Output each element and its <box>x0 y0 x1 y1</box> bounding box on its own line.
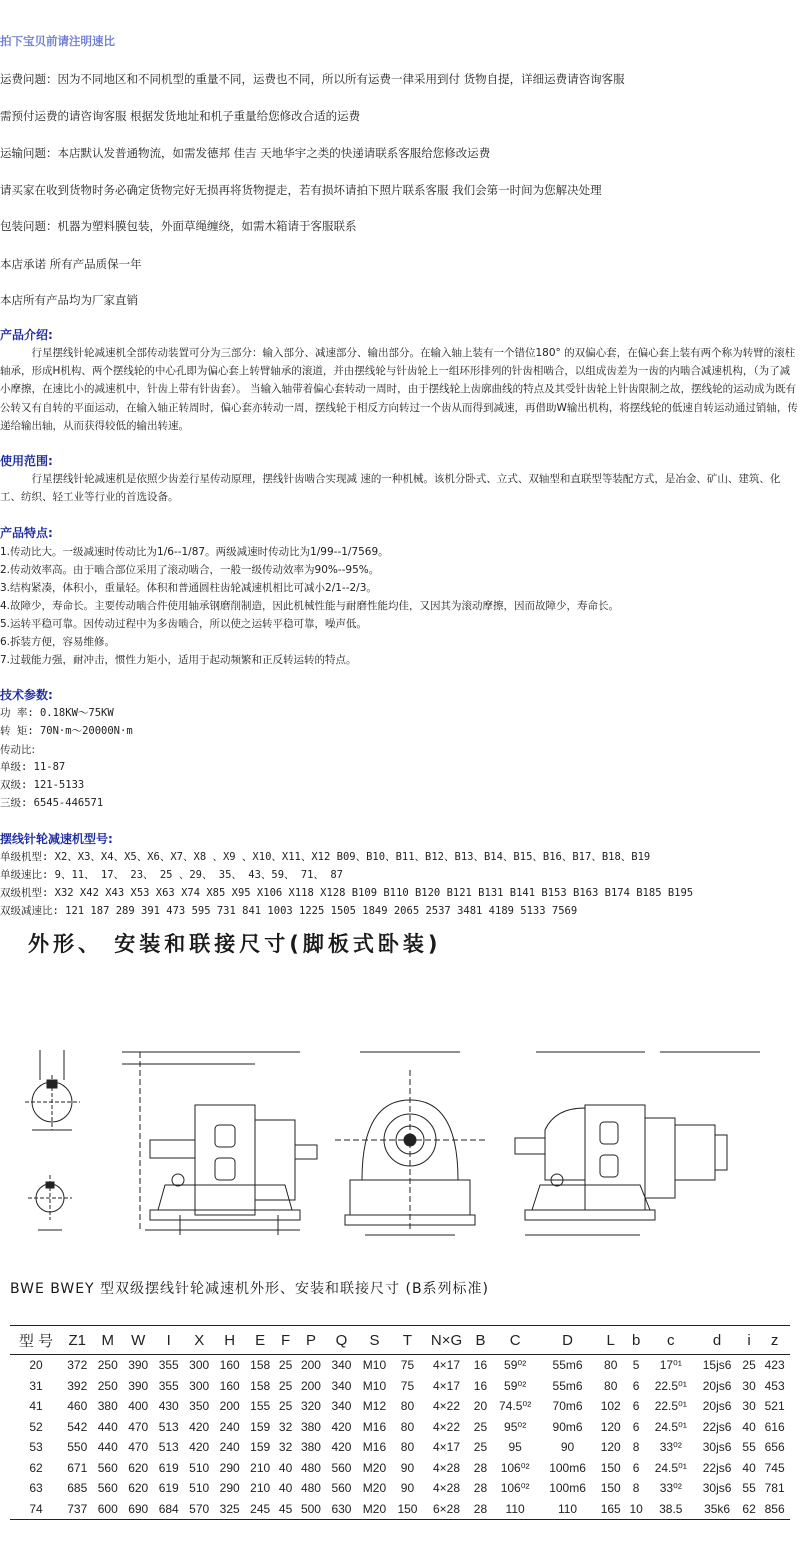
table-cell: 355 <box>158 1378 179 1393</box>
table-cell: 6 <box>632 1460 640 1475</box>
table-cell: 4×22 <box>433 1399 461 1414</box>
table-row <box>10 1499 790 1520</box>
table-cell: 62 <box>742 1501 756 1516</box>
table-cell: 35k6 <box>704 1501 731 1516</box>
column-header: S <box>369 1331 380 1349</box>
table-cell: 31 <box>29 1378 43 1393</box>
double-models: 双级机型: X32 X42 X43 X53 X63 X74 X85 X95 X106 X118 X128 B109 B110 B120 B121 B131 B141 B153 B163 B174 B185 B195 <box>0 887 694 899</box>
table-cell: 453 <box>764 1378 785 1393</box>
table-cell: M20 <box>362 1501 387 1516</box>
table-cell: 4×22 <box>433 1419 461 1434</box>
table-cell: 290 <box>219 1481 240 1496</box>
dimension-table <box>10 1325 790 1520</box>
table-body <box>10 1355 790 1520</box>
table-cell: 480 <box>300 1460 321 1475</box>
table-row <box>10 1355 790 1376</box>
table-row <box>10 1478 790 1499</box>
table-cell: 30 <box>742 1399 756 1414</box>
table-cell: 55m6 <box>552 1378 583 1393</box>
column-header: M <box>101 1331 114 1349</box>
feature-item: 3.结构紧凑，体积小，重量轻。体积和普通圆柱齿轮减速机相比可减小2/1--2/3。 <box>0 582 377 594</box>
table-cell: M10 <box>362 1378 387 1393</box>
table-cell: 560 <box>331 1481 352 1496</box>
table-cell: 245 <box>250 1501 271 1516</box>
table-cell: 390 <box>128 1378 149 1393</box>
table-cell: 470 <box>128 1419 149 1434</box>
table-cell: 70m6 <box>552 1399 583 1414</box>
table-cell: 33⁰² <box>659 1440 682 1455</box>
table-cell: 6 <box>632 1419 640 1434</box>
column-header: c <box>667 1331 675 1349</box>
param-double: 双级: 121-5133 <box>0 779 85 791</box>
table-cell: 616 <box>764 1419 785 1434</box>
top-notice-link[interactable]: 拍下宝贝前请注明速比 <box>0 34 115 48</box>
table-cell: 620 <box>128 1481 149 1496</box>
table-cell: 420 <box>189 1440 210 1455</box>
params-heading: 技术参数: <box>0 688 53 702</box>
table-cell: 100m6 <box>549 1481 586 1496</box>
scope-paragraph: 行星摆线针轮减速机是依照少齿差行星传动原理，摆线针齿啮合实现减 速的一种机械。该机分卧式、立式、双轴型和直联型等装配方式，是冶金、矿山、建筑、化工、纺织、轻工业等行业的首选设备。 <box>0 473 781 504</box>
column-header: X <box>194 1331 205 1349</box>
table-cell: 8 <box>632 1440 640 1455</box>
packaging-text: 包装问题：机器为塑料膜包装，外面草绳缠绕，如需木箱请于客服联系 <box>0 219 357 233</box>
table-cell: 510 <box>189 1481 210 1496</box>
table-cell: 120 <box>600 1440 621 1455</box>
table-cell: 630 <box>331 1501 352 1516</box>
feature-item: 5.运转平稳可靠。因传动过程中为多齿啮合，所以使之运转平稳可靠，噪声低。 <box>0 618 368 630</box>
table-cell: 620 <box>128 1460 149 1475</box>
table-cell: 685 <box>67 1481 88 1496</box>
motor-view <box>515 1052 760 1235</box>
table-cell: M12 <box>362 1399 387 1414</box>
table-cell: 290 <box>219 1460 240 1475</box>
table-cell: 10 <box>629 1501 643 1516</box>
table-cell: 74 <box>29 1501 43 1516</box>
column-header: C <box>509 1331 521 1349</box>
table-cell: 656 <box>764 1440 785 1455</box>
table-cell: 40 <box>278 1460 293 1475</box>
table-cell: 22js6 <box>702 1419 732 1434</box>
table-cell: 240 <box>219 1419 240 1434</box>
table-cell: 600 <box>97 1501 118 1516</box>
table-cell: 8 <box>632 1481 640 1496</box>
table-cell: 28 <box>473 1481 488 1496</box>
table-cell: 95⁰² <box>504 1419 527 1434</box>
table-cell: 210 <box>250 1460 271 1475</box>
table-cell: 80 <box>400 1419 415 1434</box>
table-cell: 22.5⁰¹ <box>654 1399 687 1414</box>
table-cell: 40 <box>742 1460 756 1475</box>
dimension-drawing <box>0 1030 800 1245</box>
models-heading: 摆线针轮减速机型号: <box>0 832 113 846</box>
table-cell: 470 <box>128 1440 149 1455</box>
table-cell: 20js6 <box>702 1378 732 1393</box>
prepay-text: 需预付运费的请咨询客服 根据发货地址和机子重量给您修改合适的运费 <box>0 109 361 123</box>
table-cell: 90 <box>400 1481 415 1496</box>
param-single: 单级: 11-87 <box>0 761 66 773</box>
table-cell: 32 <box>278 1440 293 1455</box>
column-header: I <box>166 1331 171 1349</box>
table-cell: 340 <box>331 1399 352 1414</box>
table-cell: 45 <box>278 1501 293 1516</box>
table-cell: 420 <box>331 1419 352 1434</box>
table-cell: 59⁰² <box>504 1358 527 1373</box>
table-cell: 74.5⁰² <box>499 1399 532 1414</box>
table-cell: 250 <box>97 1378 118 1393</box>
table-cell: 33⁰² <box>659 1481 682 1496</box>
table-cell: 55m6 <box>552 1358 583 1373</box>
table-cell: 16 <box>473 1358 488 1373</box>
table-cell: 380 <box>300 1419 321 1434</box>
table-cell: 38.5 <box>659 1501 683 1516</box>
table-cell: 550 <box>67 1440 88 1455</box>
transport-text: 运输问题：本店默认发普通物流，如需发德邦 佳吉 天地华宇之类的快递请联系客服给您修改运费 <box>0 146 491 160</box>
table-cell: 106⁰² <box>500 1481 530 1496</box>
table-cell: 165 <box>600 1501 621 1516</box>
table-cell: 355 <box>158 1358 179 1373</box>
table-cell: 95 <box>508 1440 522 1455</box>
table-cell: 106⁰² <box>500 1460 530 1475</box>
table-cell: 159 <box>250 1419 271 1434</box>
table-cell: 570 <box>189 1501 210 1516</box>
table-cell: 150 <box>397 1501 418 1516</box>
direct-sale-text: 本店所有产品均为厂家直销 <box>0 293 138 307</box>
column-header: W <box>131 1331 146 1349</box>
single-models: 单级机型: X2、X3、X4、X5、X6、X7、X8 、X9 、X10、X11、X12 B09、B10、B11、B12、B13、B14、B15、B16、B17、B18、B19 <box>0 851 651 863</box>
single-ratios: 单级速比: 9、11、 17、 23、 25 、29、 35、 43、59、 71、 87 <box>0 869 343 881</box>
table-cell: 737 <box>67 1501 88 1516</box>
warranty-text: 本店承诺 所有产品质保一年 <box>0 257 142 271</box>
table-row <box>10 1417 790 1438</box>
table-cell: M20 <box>362 1460 387 1475</box>
table-cell: 300 <box>189 1378 210 1393</box>
column-header: z <box>770 1331 779 1349</box>
table-cell: M16 <box>362 1440 387 1455</box>
table-cell: 781 <box>764 1481 785 1496</box>
column-header: 型 号 <box>18 1332 54 1350</box>
table-cell: 392 <box>67 1378 88 1393</box>
front-view <box>335 1052 485 1235</box>
table-cell: 200 <box>300 1358 321 1373</box>
table-row <box>10 1458 790 1479</box>
table-cell: 513 <box>158 1440 179 1455</box>
table-cell: 560 <box>97 1481 118 1496</box>
table-cell: 40 <box>742 1419 756 1434</box>
table-cell: 158 <box>250 1358 271 1373</box>
column-header: P <box>305 1331 316 1349</box>
table-cell: 24.5⁰¹ <box>654 1419 687 1434</box>
shaft-section-bb <box>28 1175 72 1230</box>
side-view <box>122 1052 317 1235</box>
table-cell: 25 <box>278 1358 293 1373</box>
table-cell: 440 <box>97 1419 118 1434</box>
table-cell: 22.5⁰¹ <box>654 1378 687 1393</box>
table-cell: 63 <box>29 1481 43 1496</box>
table-cell: 160 <box>219 1378 240 1393</box>
table-cell: 671 <box>67 1460 88 1475</box>
table-cell: 510 <box>189 1460 210 1475</box>
column-header: i <box>747 1331 751 1349</box>
column-header: E <box>255 1331 266 1349</box>
feature-item: 1.传动比大。一级减速时传动比为1/6--1/87。两级减速时传动比为1/99--1/7569。 <box>0 546 389 558</box>
table-cell: 325 <box>219 1501 240 1516</box>
scope-heading: 使用范围: <box>0 454 53 468</box>
table-cell: 59⁰² <box>504 1378 527 1393</box>
table-cell: 745 <box>764 1460 785 1475</box>
table-cell: 75 <box>400 1378 415 1393</box>
table-cell: 460 <box>67 1399 88 1414</box>
table-cell: 25 <box>742 1358 756 1373</box>
column-header: T <box>402 1331 413 1349</box>
table-cell: 40 <box>278 1481 293 1496</box>
table-cell: 25 <box>473 1440 488 1455</box>
table-cell: 150 <box>600 1481 621 1496</box>
table-cell: 110 <box>505 1501 525 1516</box>
table-cell: 80 <box>604 1358 618 1373</box>
features-heading: 产品特点: <box>0 526 53 540</box>
table-cell: 110 <box>557 1501 578 1516</box>
table-cell: 340 <box>331 1358 352 1373</box>
table-cell: 542 <box>67 1419 88 1434</box>
table-cell: 4×17 <box>433 1358 461 1373</box>
column-header: Q <box>335 1331 348 1349</box>
table-cell: M20 <box>362 1481 387 1496</box>
table-cell: 420 <box>331 1440 352 1455</box>
table-cell: 6 <box>632 1399 640 1414</box>
table-cell: 320 <box>300 1399 321 1414</box>
table-cell: M16 <box>362 1419 387 1434</box>
table-cell: 690 <box>128 1501 149 1516</box>
table-cell: 20 <box>29 1358 43 1373</box>
column-header: D <box>562 1331 573 1349</box>
table-cell: 4×28 <box>433 1481 461 1496</box>
table-cell: 90 <box>400 1460 415 1475</box>
table-cell: 15js6 <box>702 1358 732 1373</box>
table-cell: 856 <box>764 1501 785 1516</box>
table-cell: 30js6 <box>702 1481 732 1496</box>
table-cell: 560 <box>97 1460 118 1475</box>
table-cell: 250 <box>97 1358 118 1373</box>
table-cell: 5 <box>632 1358 640 1373</box>
table-cell: 4×28 <box>433 1460 461 1475</box>
intro-paragraph: 行星摆线针轮减速机全部传动装置可分为三部分：输入部分、减速部分、输出部分。在输入轴上装有一个错位180° 的双偏心套，在偏心套上装有两个称为转臂的滚柱轴承，形成H机构、两个摆线轮的中心孔即为偏心套上转臂轴承的滚道，并由摆线轮与针齿轮上一组环形排列的针齿相啮合，以组成齿差为一齿的内啮合减速机构，（为了减小摩擦，在速比小的减速机中，针齿上带有针齿套）。 当输入轴带着偏心套转动一周时，由于摆线轮上齿廓曲线的特点及其受针齿轮上针齿限制之故，摆线轮的运动成为既有公转又有自转的平面运动，在输入轴正转周时，偏心套亦转动一周，摆线轮于相反方向转过一个齿从而得到减速，再借助W输出机构，将摆线轮的低速自转运动通过销轴，传递给输出轴，从而获得较低的输出转速。 <box>0 347 798 432</box>
table-cell: 440 <box>97 1440 118 1455</box>
table-cell: 480 <box>300 1481 321 1496</box>
column-header: L <box>606 1331 615 1349</box>
table-cell: 380 <box>97 1399 118 1414</box>
table-cell: 80 <box>400 1399 415 1414</box>
table-cell: 513 <box>158 1419 179 1434</box>
table-cell: 200 <box>300 1378 321 1393</box>
table-cell: 300 <box>189 1358 210 1373</box>
table-cell: 25 <box>473 1419 488 1434</box>
column-header: B <box>475 1331 486 1349</box>
table-cell: 150 <box>600 1460 621 1475</box>
table-cell: 80 <box>604 1378 618 1393</box>
feature-item: 7.过载能力强，耐冲击，惯性力矩小，适用于起动频繁和正反转运转的特点。 <box>0 654 357 666</box>
table-cell: 102 <box>600 1399 621 1414</box>
param-triple: 三级: 6545-446571 <box>0 797 104 809</box>
table-cell: 22js6 <box>702 1460 732 1475</box>
table-cell: 90 <box>560 1440 575 1455</box>
table-cell: 6 <box>632 1378 640 1393</box>
feature-item: 2.传动效率高。由于啮合部位采用了滚动啮合，一般一级传动效率为90%--95%。 <box>0 564 380 576</box>
table-cell: 55 <box>742 1440 756 1455</box>
inspect-text: 请买家在收到货物时务必确定货物完好无损再将货物提走，若有损坏请拍下照片联系客服 我们会第一时间为您解决处理 <box>0 183 602 197</box>
table-header-row <box>10 1326 790 1355</box>
feature-item: 6.拆装方便，容易维修。 <box>0 636 116 648</box>
table-cell: 4×17 <box>433 1440 461 1455</box>
table-cell: 350 <box>189 1399 210 1414</box>
table-row <box>10 1437 790 1458</box>
table-cell: 28 <box>473 1460 488 1475</box>
param-ratio-label: 传动比: <box>0 744 36 756</box>
table-cell: 55 <box>742 1481 756 1496</box>
table-cell: 16 <box>473 1378 488 1393</box>
table-cell: 619 <box>158 1481 179 1496</box>
table-cell: 240 <box>219 1440 240 1455</box>
feature-item: 4.故障少，寿命长。主要传动啮合件使用轴承钢磨削制造，因此机械性能与耐磨性能均佳，又因其为滚动摩擦，因而故障少，寿命长。 <box>0 600 620 612</box>
table-cell: 500 <box>300 1501 321 1516</box>
table-cell: 400 <box>128 1399 149 1414</box>
table-cell: 20 <box>473 1399 488 1414</box>
table-cell: 380 <box>300 1440 321 1455</box>
drawing-title: 外形、 安装和联接尺寸(脚板式卧装) <box>28 932 442 956</box>
table-cell: 52 <box>29 1419 43 1434</box>
table-cell: 390 <box>128 1358 149 1373</box>
param-power: 功 率: 0.18KW～75KW <box>0 707 114 719</box>
table-cell: 41 <box>29 1399 43 1414</box>
table-cell: 684 <box>158 1501 179 1516</box>
intro-heading: 产品介绍: <box>0 328 53 342</box>
table-cell: 372 <box>67 1358 88 1373</box>
table-cell: 28 <box>473 1501 488 1516</box>
table-cell: 420 <box>189 1419 210 1434</box>
table-cell: 32 <box>278 1419 293 1434</box>
table-cell: 90m6 <box>552 1419 583 1434</box>
column-header: d <box>712 1331 722 1349</box>
table-cell: 120 <box>600 1419 621 1434</box>
table-cell: 159 <box>250 1440 271 1455</box>
table-cell: 340 <box>331 1378 352 1393</box>
table-cell: 521 <box>764 1399 785 1414</box>
param-torque: 转 矩: 70N·m～20000N·m <box>0 725 133 737</box>
shaft-section-aa <box>25 1050 80 1130</box>
table-cell: 30 <box>742 1378 756 1393</box>
table-row <box>10 1376 790 1397</box>
table-cell: 100m6 <box>549 1460 586 1475</box>
table-cell: 20js6 <box>702 1399 732 1414</box>
table-cell: 25 <box>278 1378 293 1393</box>
table-cell: M10 <box>362 1358 387 1373</box>
table-cell: 17⁰¹ <box>659 1358 682 1373</box>
table-cell: 160 <box>219 1358 240 1373</box>
table-cell: 200 <box>219 1399 240 1414</box>
table-cell: 210 <box>250 1481 271 1496</box>
table-cell: 423 <box>764 1358 785 1373</box>
column-header: Z1 <box>68 1331 87 1349</box>
column-header: F <box>280 1331 291 1349</box>
column-header: b <box>631 1331 641 1349</box>
table-cell: 560 <box>331 1460 352 1475</box>
double-ratios: 双级减速比: 121 187 289 391 473 595 731 841 1003 1225 1505 1849 2065 2537 3481 4189 5133 7569 <box>0 905 578 917</box>
table-cell: 155 <box>250 1399 271 1414</box>
table-cell: 30js6 <box>702 1440 732 1455</box>
table-cell: 6×28 <box>433 1501 461 1516</box>
table-cell: 25 <box>278 1399 293 1414</box>
table-row <box>10 1396 790 1417</box>
table-cell: 53 <box>29 1440 43 1455</box>
table-cell: 4×17 <box>433 1378 461 1393</box>
table-title: BWE BWEY 型双级摆线针轮减速机外形、安装和联接尺寸 (B系列标准) <box>10 1281 490 1297</box>
table-cell: 80 <box>400 1440 415 1455</box>
table-cell: 619 <box>158 1460 179 1475</box>
table-cell: 75 <box>400 1358 415 1373</box>
table-cell: 62 <box>29 1460 43 1475</box>
shipping-fee-text: 运费问题：因为不同地区和不同机型的重量不同，运费也不同，所以所有运费一律采用到付 货物自提，详细运费请咨询客服 <box>0 72 625 86</box>
table-cell: 430 <box>158 1399 179 1414</box>
column-header: H <box>224 1331 236 1349</box>
table-cell: 24.5⁰¹ <box>654 1460 687 1475</box>
table-cell: 158 <box>250 1378 271 1393</box>
column-header: N×G <box>430 1331 463 1349</box>
